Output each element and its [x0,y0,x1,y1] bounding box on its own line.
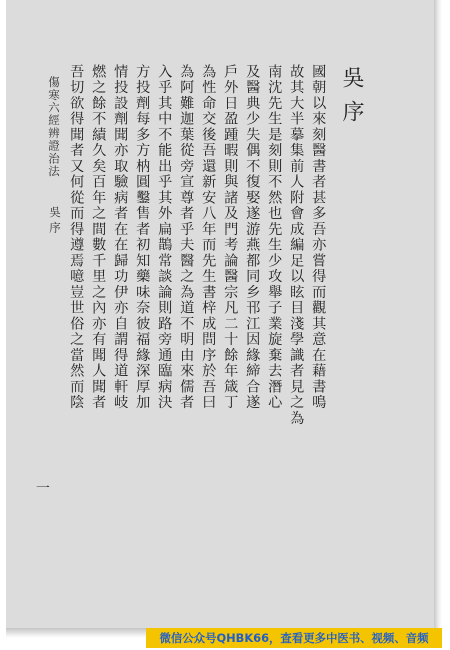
page-number: 一 [36,481,50,497]
text-column-3: 南沈先生是刻則不然也先生少攻舉子業旋棄去潛心 [266,64,283,411]
text-column-8: 入乎其中不能出乎其外扁鵲常談論則路旁通臨病決 [156,64,173,411]
section-title-margin: 吳序 [48,206,62,237]
text-column-9: 方投劑每多方枘圓鑿售者初知藥味奈彼福緣深厚加 [134,64,151,411]
text-column-12: 吾切欲得聞者又何從而得遵焉噫豈世俗之當然而陰 [68,64,85,411]
text-column-11: 燃之餘不績久矣百年之間數千里之內亦有聞人聞者 [90,64,107,411]
text-column-2: 故其大半摹集前人附會成編足以眩目淺學識者見之為 [288,64,305,427]
text-column-5: 戶外日盈踵暇則與諸及門考論醫宗凡二十餘年箴丁 [222,64,239,411]
page-edge-right [434,0,442,632]
preface-heading: 吳序 [339,66,364,134]
text-column-4: 及醫典少失偶不復娶遂游燕都同乡邗江因緣締合遂 [244,64,261,411]
watermark-banner: 微信公众号QHBK66，查看更多中医书、视频、音频 [146,628,442,648]
text-column-10: 情投設劑聞亦取驗病者在在歸功伊亦自謂得道軒岐 [112,64,129,411]
text-column-7: 為阿難迦葉從旁宣尊者乎夫醫之為道不明由來儒者 [178,64,195,411]
text-column-1: 國朝以來刻醫書者甚多吾亦嘗得而觀其意在藉書鳴 [310,64,327,411]
text-column-6: 為性命交後吾還新安八年而先生書梓成問序於吾曰 [200,64,217,411]
book-title-margin: 傷寒六經辨證治法 [47,76,61,178]
